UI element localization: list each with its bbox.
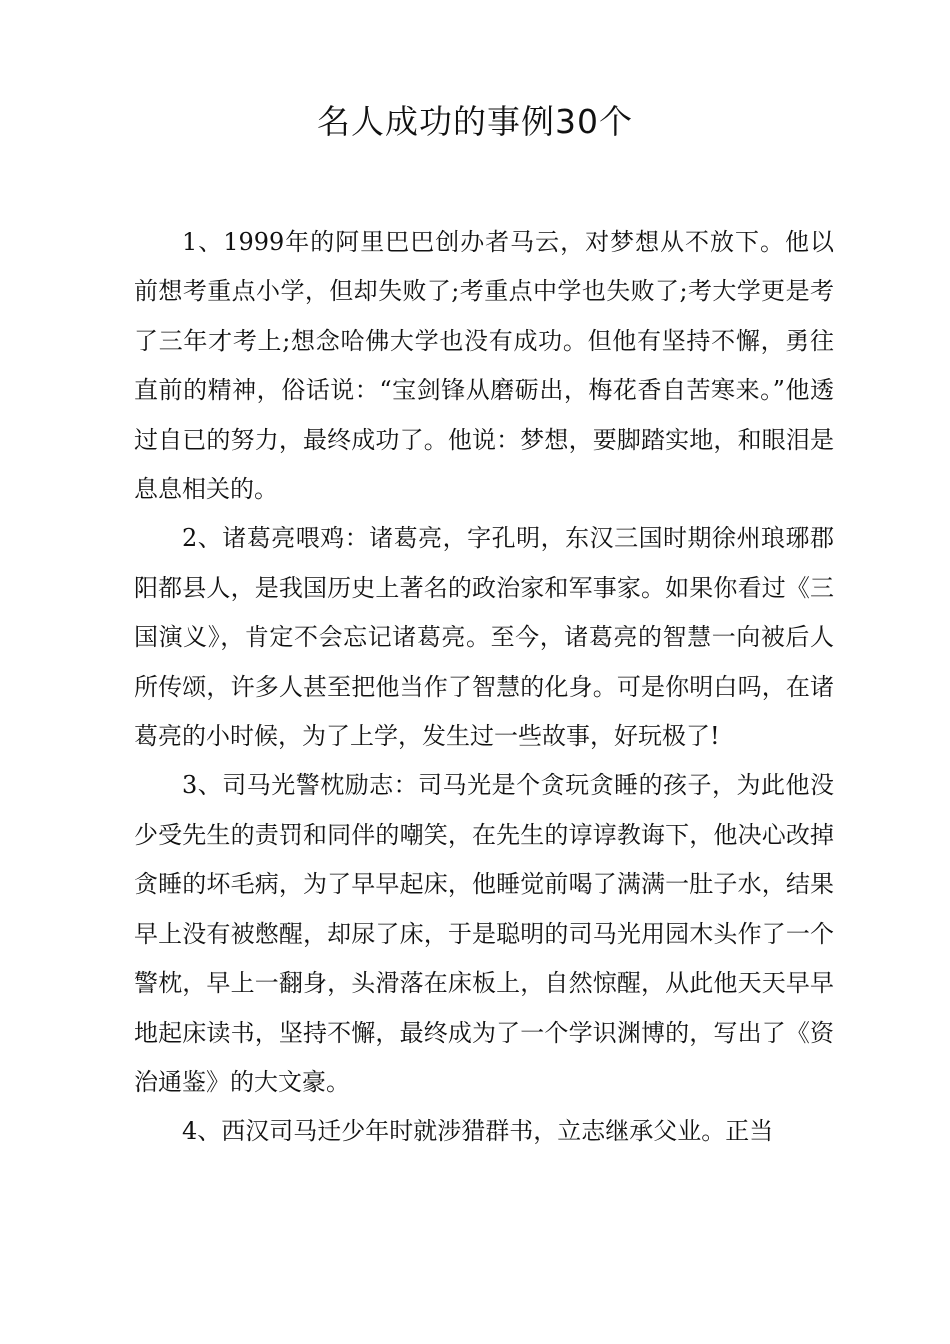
paragraph-1: 1、1999年的阿里巴巴创办者马云，对梦想从不放下。他以前想考重点小学，但却失败了;考重点中学也失败了;考大学更是考了三年才考上;想念哈佛大学也没有成功。但他有坚持不懈，勇往直前的精神，俗话说：“宝剑锋从磨砺出，梅花香自苦寒来。”他透过自已的努力，最终成功了。他说：梦想，要脚踏实地，和眼泪是息息相关的。 bbox=[134, 228, 834, 504]
document-body bbox=[134, 218, 834, 1157]
paragraph-2: 2、诸葛亮喂鸡：诸葛亮，字孔明，东汉三国时期徐州琅琊郡阳都县人，是我国历史上著名的政治家和军事家。如果你看过《三国演义》，肯定不会忘记诸葛亮。至今，诸葛亮的智慧一向被后人所传颂，许多人甚至把他当作了智慧的化身。可是你明白吗，在诸葛亮的小时候，为了上学，发生过一些故事，好玩极了! bbox=[134, 524, 834, 751]
paragraph-4: 4、西汉司马迁少年时就涉猎群书，立志继承父业。正当 bbox=[182, 1117, 774, 1146]
paragraph-3: 3、司马光警枕励志：司马光是个贪玩贪睡的孩子，为此他没少受先生的责罚和同伴的嘲笑，在先生的谆谆教诲下，他决心改掉贪睡的坏毛病，为了早早起床，他睡觉前喝了满满一肚子水，结果早上没有被憋醒，却尿了床，于是聪明的司马光用园木头作了一个警枕，早上一翻身，头滑落在床板上，自然惊醒，从此他天天早早地起床读书，坚持不懈，最终成为了一个学识渊博的，写出了《资治通鉴》的大文豪。 bbox=[134, 771, 834, 1096]
document-title: 名人成功的事例30个 bbox=[317, 102, 633, 141]
